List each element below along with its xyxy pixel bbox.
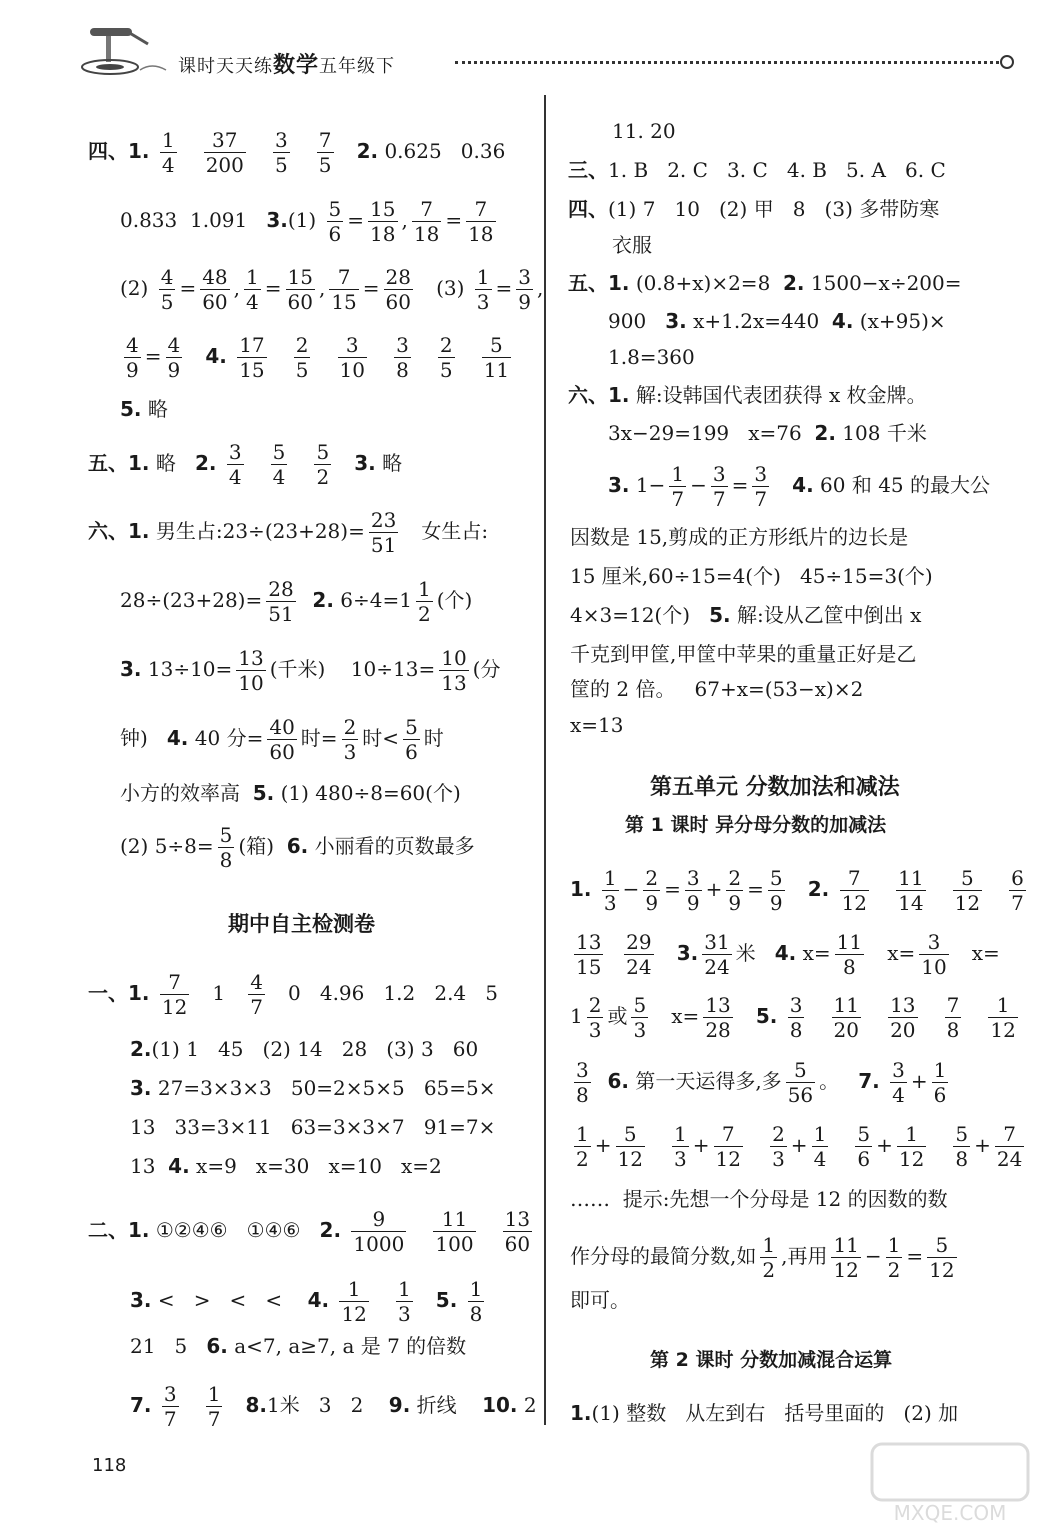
answer-line: 0.833 1.091 3.(1) $\frac{5}{6}$ = $\frac{15}{18}$ , $\frac{7}{18}$ = $\frac{7}{18}$	[120, 197, 494, 246]
lesson-1-title: 第 1 课时 异分母分数的加减法	[625, 814, 887, 836]
answer-line: 衣服	[612, 233, 652, 257]
answer-line: 1.8=360	[608, 345, 695, 369]
answer-line: 小方的效率高 5. (1) 480÷8=60(个)	[120, 781, 461, 805]
answer-line: $\frac{3}{8}$ 6. 第一天运得多,多 $\frac{5}{56}$ 。 7. $\frac{3}{4}$ + $\frac{1}{6}$	[576, 1058, 947, 1107]
fraction: $\frac{37}{200}$	[205, 128, 244, 177]
answer-line: 五、1. (0.8+x)×2=8 2. 1500−x÷200=	[568, 271, 962, 295]
answer-line: 1.(1) 整数 从左到右 括号里面的 (2) 加	[570, 1401, 959, 1425]
answer-line: 四、1. $\frac{1}{4}$ $\frac{37}{200}$ $\frac{3}{5}$ $\frac{7}{5}$ 2. 0.625 0.36	[88, 128, 506, 177]
answer-line: 7. $\frac{3}{7}$ $\frac{1}{7}$ 8.1米 3 2 9. 折线 10. 2	[130, 1382, 537, 1431]
page-header	[70, 18, 1020, 88]
answer-line: 3. 27=3×3×3 50=2×5×5 65=5×	[130, 1076, 496, 1100]
answer-line: x=13	[570, 713, 624, 737]
answer-line: 3. < > < < 4. $\frac{1}{12}$ $\frac{1}{3}$ 5. $\frac{1}{8}$	[130, 1277, 483, 1326]
series-title: 课时天天练	[178, 56, 273, 77]
answer-line: (2) 5÷8= $\frac{5}{8}$ (箱) 6. 小丽看的页数最多	[120, 823, 475, 872]
page-number: 118	[92, 1455, 127, 1476]
answer-line: 三、1. B 2. C 3. C 4. B 5. A 6. C	[568, 158, 946, 182]
answer-line: 千克到甲筐,甲筐中苹果的重量正好是乙	[570, 642, 917, 666]
answer-line: 钟) 4. 40 分= $\frac{40}{60}$ 时= $\frac{2}{3}$ 时< $\frac{5}{6}$ 时	[120, 715, 444, 764]
answer-line: …… 提示:先想一个分母是 12 的因数的数	[570, 1187, 948, 1211]
svg-text:MXQE.COM: MXQE.COM	[893, 1501, 1007, 1525]
fraction: $\frac{1}{4}$	[161, 128, 175, 177]
watermark-logo-icon	[870, 1440, 1030, 1530]
header-title	[178, 48, 395, 79]
answer-line: 五、1. 略 2. $\frac{3}{4}$ $\frac{5}{4}$ $\frac{5}{2}$ 3. 略	[88, 440, 403, 489]
answer-line: 四、(1) 7 10 (2) 甲 8 (3) 多带防寒	[568, 197, 940, 221]
answer-line: $\frac{4}{9}$ = $\frac{4}{9}$ 4. $\frac{17}{15}$ $\frac{2}{5}$ $\frac{3}{10}$ $\frac{3}{8}$ $\frac{2}{5}$ $\frac{5}{11}$	[126, 333, 510, 382]
answer-line: 即可。	[570, 1288, 630, 1312]
column-divider	[544, 95, 546, 1425]
answer-line: 15 厘米,60÷15=4(个) 45÷15=3(个)	[570, 564, 933, 588]
answer-line: 筐的 2 倍。 67+x=(53−x)×2	[570, 677, 864, 701]
answer-line: 六、1. 解:设韩国代表团获得 x 枚金牌。	[568, 383, 927, 407]
answer-line: 二、1. ①②④⑥ ①④⑥ 2. $\frac{9}{1000}$ $\frac{11}{100}$ $\frac{13}{60}$	[88, 1207, 531, 1256]
answer-line: 作分母的最简分数,如 $\frac{1}{2}$ ,再用 $\frac{11}{12}$ − $\frac{1}{2}$ = $\frac{5}{12}$	[570, 1233, 955, 1282]
answer-line: 1. $\frac{1}{3}$ − $\frac{2}{9}$ = $\frac{3}{9}$ + $\frac{2}{9}$ = $\frac{5}{9}$ 2. $\frac{7}{12}$ $\frac{11}{14}$ $\frac{5}{12}$ $\frac{6}{7}$	[570, 866, 1024, 915]
answer-line: 3. 1− $\frac{1}{7}$ − $\frac{3}{7}$ = $\frac{3}{7}$ 4. 60 和 45 的最大公	[608, 462, 991, 511]
answer-line: 5. 略	[120, 397, 168, 421]
answer-line: 3. 13÷10= $\frac{13}{10}$ (千米) 10÷13= $\frac{10}{13}$ (分	[120, 646, 501, 695]
answer-line: 900 3. x+1.2x=440 4. (x+95)×	[608, 309, 946, 333]
lesson-2-title: 第 2 课时 分数加减混合运算	[650, 1349, 893, 1371]
answer-line: 21 5 6. a<7, a≥7, a 是 7 的倍数	[130, 1334, 467, 1358]
fraction: $\frac{7}{5}$	[318, 128, 332, 177]
answer-line: 六、1. 男生占:23÷(23+28)= $\frac{23}{51}$ 女生占:	[88, 508, 489, 557]
answer-line: 一、1. $\frac{7}{12}$ 1 $\frac{4}{7}$ 0 4.96 1.2 2.4 5	[88, 970, 498, 1019]
answer-line: 3x−29=199 x=76 2. 108 千米	[608, 421, 927, 445]
answer-line: (2) $\frac{4}{5}$ = $\frac{48}{60}$ , $\frac{1}{4}$ = $\frac{15}{60}$ , $\frac{7}{15}$ = $\frac{28}{60}$ (3) $\frac{1}{3}$ = $\frac{3}{9}$ ,	[120, 265, 544, 314]
answer-line: 4×3=12(个) 5. 解:设从乙筐中倒出 x	[570, 603, 922, 627]
answer-line: 因数是 15,剪成的正方形纸片的边长是	[570, 525, 909, 549]
grade-title: 五年级下	[319, 56, 396, 77]
answer-line: 1 $\frac{2}{3}$ 或 $\frac{5}{3}$ x= $\frac{13}{28}$ 5. $\frac{3}{8}$ $\frac{11}{20}$ $\frac{13}{20}$ $\frac{7}{8}$ $\frac{1}{12}$	[570, 993, 1016, 1042]
answer-line: 13 33=3×11 63=3×3×7 91=7×	[130, 1115, 496, 1139]
answer-line: 2.(1) 1 45 (2) 14 28 (3) 3 60	[130, 1037, 479, 1061]
midterm-section-title: 期中自主检测卷	[228, 912, 375, 936]
unit-title: 第五单元 分数加法和减法	[650, 775, 900, 800]
answer-line: 11. 20	[612, 119, 676, 143]
answer-line: $\frac{1}{2}$ + $\frac{5}{12}$ $\frac{1}{3}$ + $\frac{7}{12}$ $\frac{2}{3}$ + $\frac{1}{4}$ $\frac{5}{6}$ + $\frac{1}{12}$ $\frac{5}{8}$ + $\frac{7}{24}$	[576, 1122, 1023, 1171]
subject-title: 数学	[273, 53, 320, 78]
fraction: $\frac{3}{5}$	[274, 128, 288, 177]
answer-line: $\frac{13}{15}$ $\frac{29}{24}$ 3. $\frac{31}{24}$ 米 4. x= $\frac{11}{8}$ x= $\frac{3}{10}$ x=	[576, 930, 1000, 979]
header-dotted-rule	[455, 61, 1005, 64]
desk-lamp-logo-icon	[70, 22, 175, 84]
answer-line: 28÷(23+28)= $\frac{28}{51}$ 2. 6÷4=1 $\frac{1}{2}$ (个)	[120, 577, 473, 626]
header-rule-end-dot	[1000, 55, 1014, 69]
answer-line: 13 4. x=9 x=30 x=10 x=2	[130, 1154, 442, 1178]
